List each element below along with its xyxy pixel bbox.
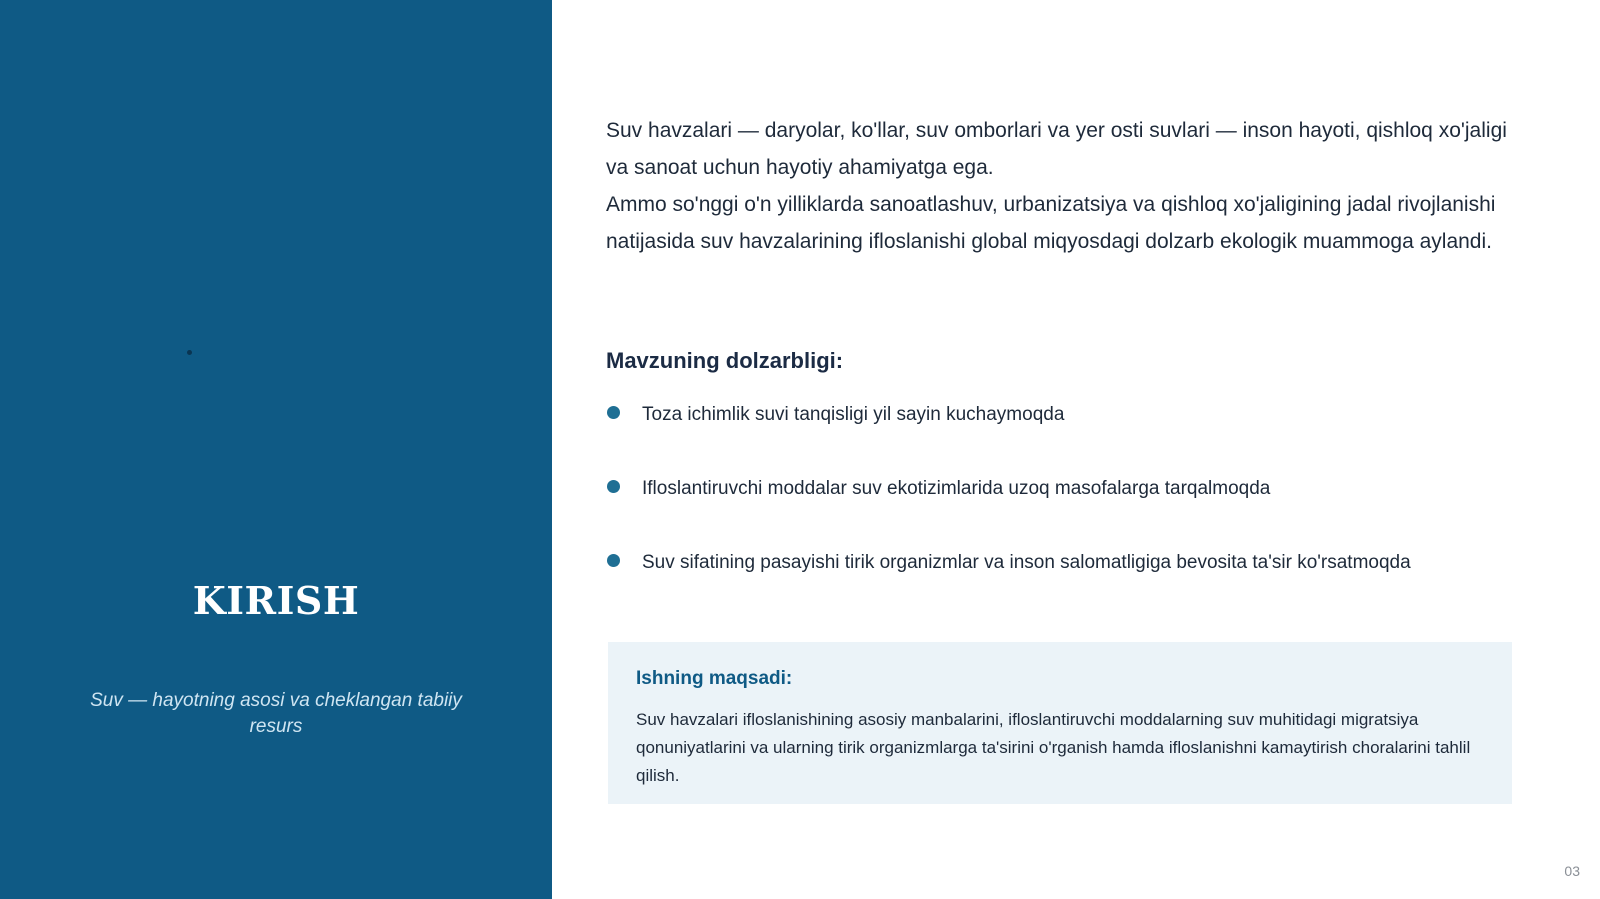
list-item-text: Toza ichimlik suvi tanqisligi yil sayin kuchaymoqda xyxy=(642,404,1065,425)
goal-text: Suv havzalari ifloslanishining asosiy manbalarini, ifloslantiruvchi moddalarning suv muhitidagi migratsiya qonuniyatlarini va ularning tirik organizmlarga ta'sirini o'rganish hamda ifloslanishni kamaytirish choralarini tahlil qilish. xyxy=(636,710,1471,785)
intro-text xyxy=(606,112,1516,260)
relevance-heading: Mavzuning dolzarbligi: xyxy=(606,348,844,373)
bullet-icon xyxy=(607,406,620,419)
list-item xyxy=(606,550,1516,624)
list-item-text: Ifloslantiruvchi moddalar suv ekotizimlarida uzoq masofalarga tarqalmoqda xyxy=(642,478,1271,499)
main-content xyxy=(606,112,1516,785)
dot-marker xyxy=(187,350,192,355)
intro-paragraph-1: Suv havzalari — daryolar, ko'llar, suv omborlari va yer osti suvlari — inson hayoti, qishloq xo'jaligi va sanoat uchun hayotiy ahamiyatga ega. xyxy=(606,119,1507,179)
list-item-text: Suv sifatining pasayishi tirik organizmlar va inson salomatligiga bevosita ta'sir ko'rsatmoqda xyxy=(642,552,1411,573)
list-item xyxy=(606,476,1516,550)
relevance-list xyxy=(606,402,1516,624)
bullet-icon xyxy=(607,554,620,567)
intro-paragraph-2: Ammo so'nggi o'n yilliklarda sanoatlashuv, urbanizatsiya va qishloq xo'jaligining jadal rivojlanishi natijasida suv havzalarining ifloslanishi global miqyosdagi dolzarb ekologik muammoga aylandi. xyxy=(606,193,1496,253)
goal-title: Ishning maqsadi: xyxy=(636,668,793,689)
left-panel xyxy=(0,0,552,899)
list-item xyxy=(606,402,1516,476)
bullet-icon xyxy=(607,480,620,493)
slide-subtitle: Suv — hayotning asosi va cheklangan tabiiy resurs xyxy=(90,690,462,737)
page-number: 03 xyxy=(1564,863,1580,879)
goal-box xyxy=(608,642,1512,804)
slide-title: KIRISH xyxy=(192,578,360,623)
